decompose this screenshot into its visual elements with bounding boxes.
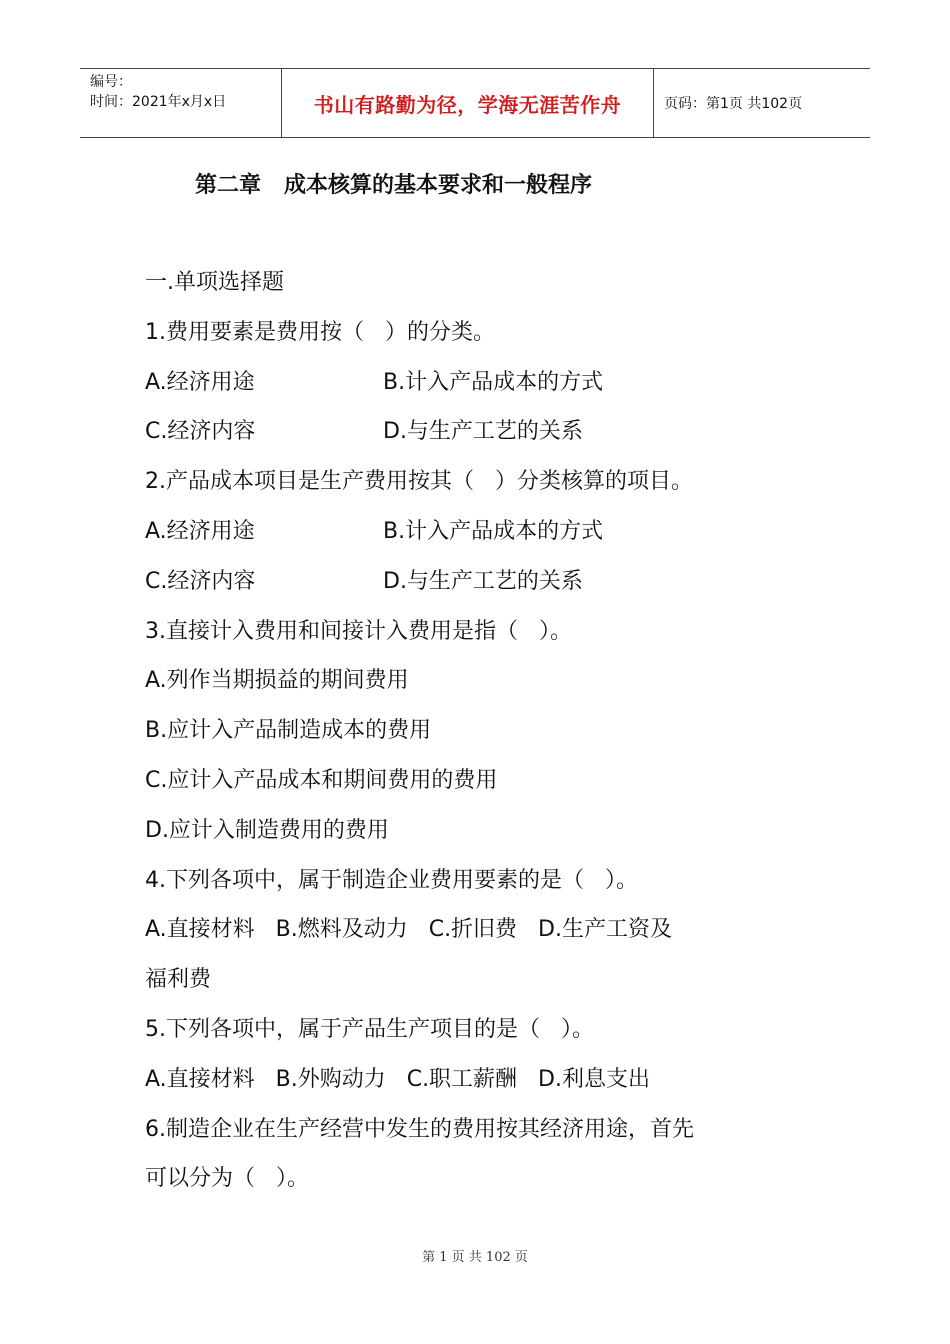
question-1-options-row-1 [145,358,825,408]
document-date-label: 时间：2021年x月x日 [90,94,227,110]
question-5-stem: 5.下列各项中，属于产品生产项目的是（ ）。 [145,1016,594,1042]
question-2-options-row-1 [145,507,825,557]
question-3-option-c: C.应计入产品成本和期间费用的费用 [145,767,498,793]
question-2-stem: 2.产品成本项目是生产费用按其（ ）分类核算的项目。 [145,469,693,495]
header-motto: 书山有路勤为径，学海无涯苦作舟 [313,92,622,117]
question-1-option-d: D.与生产工艺的关系 [383,419,583,445]
question-3-option-b: B.应计入产品制造成本的费用 [145,718,432,744]
question-1-option-b: B.计入产品成本的方式 [383,369,604,395]
section-title: 一.单项选择题 [145,270,284,295]
question-1-option-a: A.经济用途 [145,369,255,395]
header-meta-cell [80,69,282,137]
question-1-stem: 1.费用要素是费用按（ ）的分类。 [145,319,495,345]
page-footer: 第 1 页 共 102 页 [422,1250,528,1265]
question-2-option-d: D.与生产工艺的关系 [383,568,583,594]
document-number-label: 编号： [90,74,132,90]
question-1-option-c: C.经济内容 [145,419,256,445]
question-3-option-d: D.应计入制造费用的费用 [145,817,389,843]
question-5-options: A.直接材料 B.外购动力 C.职工薪酬 D.利息支出 [145,1066,650,1092]
question-4-options: A.直接材料 B.燃料及动力 C.折旧费 D.生产工资及 [145,917,672,943]
question-3-option-a: A.列作当期损益的期间费用 [145,668,409,694]
header-page-cell [654,69,870,137]
question-1-options-row-2 [145,407,825,457]
question-2-option-a: A.经济用途 [145,518,255,544]
question-4-stem: 4.下列各项中，属于制造企业费用要素的是（ ）。 [145,867,638,893]
question-6-stem-line-1: 6.制造企业在生产经营中发生的费用按其经济用途，首先 [145,1116,694,1142]
question-2-option-c: C.经济内容 [145,568,256,594]
question-4-options-continued: 福利费 [145,967,212,993]
question-2-options-row-2 [145,557,825,607]
question-6-stem-line-2: 可以分为（ ）。 [145,1166,309,1192]
header-motto-cell [282,69,654,137]
question-list [145,258,825,1204]
document-header [80,68,870,138]
question-2-option-b: B.计入产品成本的方式 [383,518,604,544]
chapter-title: 第二章 成本核算的基本要求和一般程序 [195,173,592,198]
question-3-stem: 3.直接计入费用和间接计入费用是指（ ）。 [145,618,572,644]
header-page-info: 页码：第1页 共102页 [664,96,803,112]
